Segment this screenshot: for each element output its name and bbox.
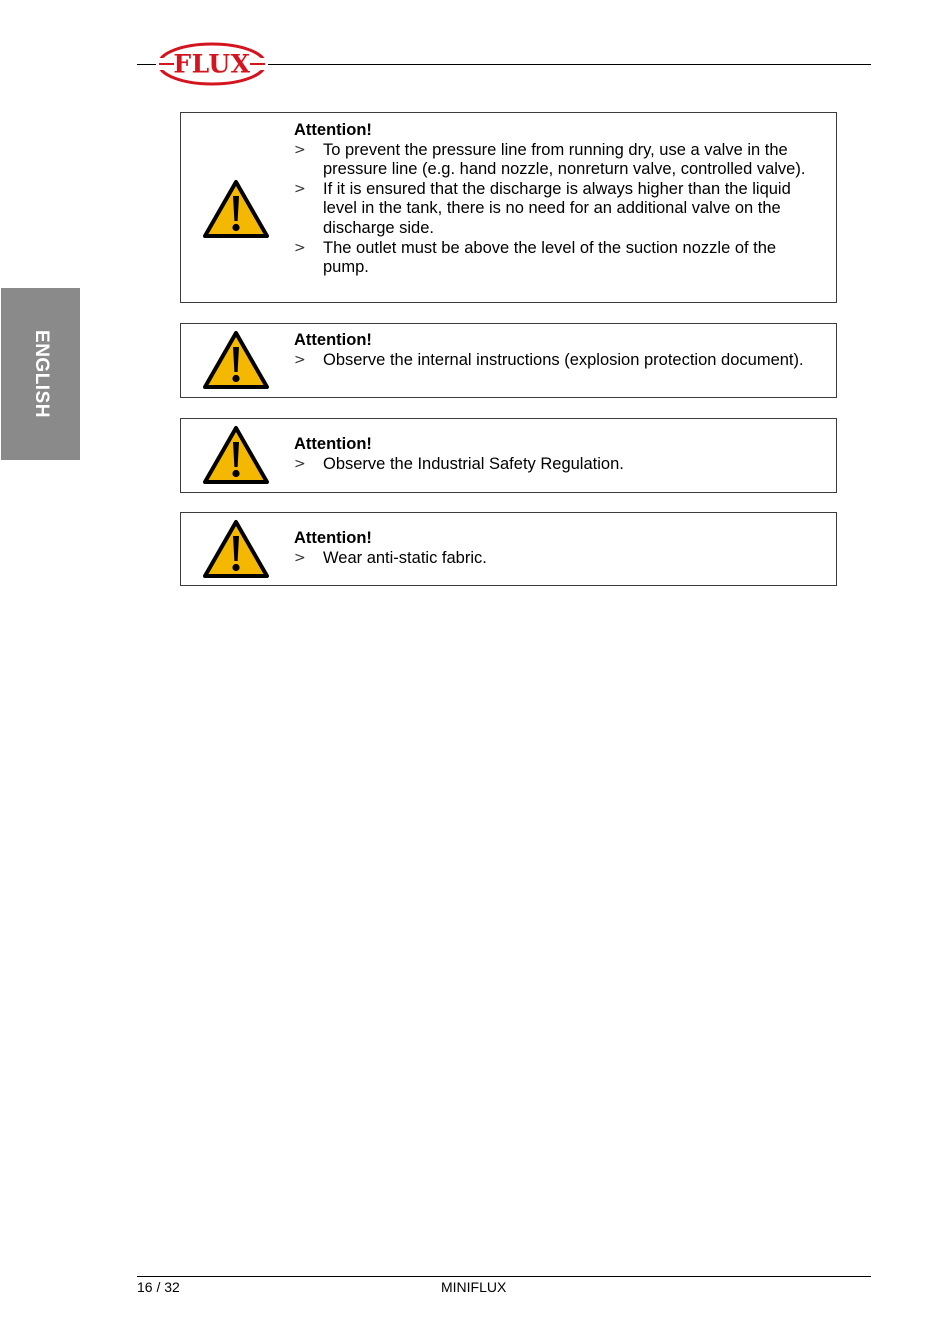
notice-title: Attention! (294, 529, 372, 547)
bullet-marker: > (294, 141, 306, 158)
notice-item-text: Observe the internal instructions (explosion protection document). (323, 350, 804, 369)
notice-title: Attention! (294, 435, 372, 453)
notice-item (294, 549, 824, 569)
notice-item (294, 455, 824, 475)
notice-item (294, 180, 824, 239)
notice-item (294, 239, 824, 278)
svg-text:FLUX: FLUX (173, 49, 251, 79)
warning-triangle-icon (202, 425, 270, 485)
warning-triangle-icon (202, 179, 270, 239)
footer-rule (137, 1276, 871, 1277)
bullet-marker: > (294, 455, 306, 472)
notice-item-text: The outlet must be above the level of the suction nozzle of the pump. (323, 238, 777, 277)
bullet-marker: > (294, 549, 306, 566)
language-tab-label: ENGLISH (30, 330, 52, 418)
bullet-marker: > (294, 239, 306, 256)
attention-notice (180, 512, 837, 586)
attention-notice (180, 323, 837, 398)
bullet-marker: > (294, 351, 306, 368)
warning-triangle-icon (202, 519, 270, 579)
notice-item-text: If it is ensured that the discharge is always higher than the liquid level in the tank, there is no need for an additional valve on the discharge side. (323, 179, 791, 237)
language-tab (1, 288, 80, 460)
warning-triangle-icon (202, 330, 270, 390)
notice-title: Attention! (294, 331, 372, 349)
notice-item-text: To prevent the pressure line from running dry, use a valve in the pressure line (e.g. hand nozzle, nonreturn valve, controlled valve). (323, 140, 806, 179)
bullet-marker: > (294, 180, 306, 197)
notice-item (294, 141, 824, 180)
notice-item (294, 351, 824, 371)
product-name: MINIFLUX (441, 1279, 507, 1295)
notice-title: Attention! (294, 121, 372, 139)
flux-logo (156, 41, 268, 87)
attention-notice (180, 112, 837, 303)
notice-item-text: Wear anti-static fabric. (323, 548, 487, 567)
notice-item-text: Observe the Industrial Safety Regulation. (323, 454, 624, 473)
page-number: 16 / 32 (137, 1279, 180, 1295)
attention-notice (180, 418, 837, 493)
